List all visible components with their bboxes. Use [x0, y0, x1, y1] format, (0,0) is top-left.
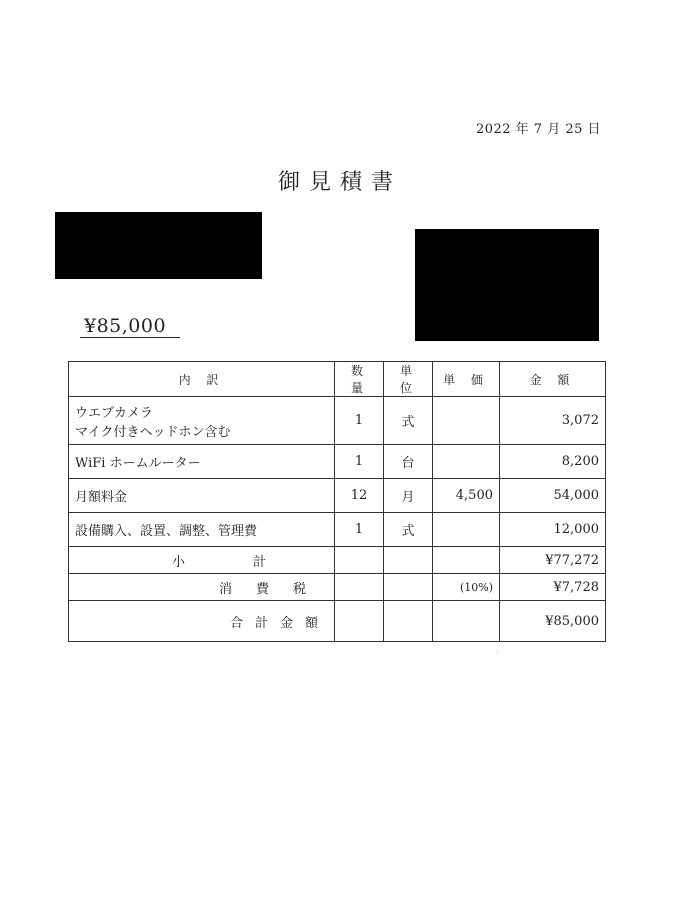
header-unit: 単 位: [384, 362, 433, 397]
item-unit-price: [433, 445, 500, 479]
table-header-row: [69, 362, 606, 397]
item-quantity: 1: [335, 513, 384, 547]
item-description: [69, 397, 335, 445]
document-date: 2022 年 7 月 25 日: [475, 122, 601, 137]
header-description: 内 訳: [69, 362, 335, 397]
item-unit: 式: [384, 397, 433, 445]
table-row: [69, 445, 606, 479]
header-quantity: 数 量: [335, 362, 384, 397]
item-unit-price: [433, 397, 500, 445]
subtotal-amount: ¥77,272: [500, 547, 606, 574]
item-description-line1: ウエブカメラ: [75, 405, 153, 421]
table-row: [69, 479, 606, 513]
table-row: [69, 397, 606, 445]
grand-total-row: [69, 601, 606, 642]
item-quantity: 12: [335, 479, 384, 513]
item-unit: 式: [384, 513, 433, 547]
item-description: 設備購入、設置、調整、管理費: [69, 513, 335, 547]
item-description: 月額料金: [69, 479, 335, 513]
tax-row: [69, 574, 606, 601]
scan-speck: [497, 651, 498, 652]
item-quantity: 1: [335, 445, 384, 479]
grand-total-label: 合計金額: [69, 601, 335, 642]
item-unit: 月: [384, 479, 433, 513]
item-amount: 3,072: [500, 397, 606, 445]
item-amount: 12,000: [500, 513, 606, 547]
redacted-issuer: [415, 229, 599, 341]
tax-rate: (10%): [433, 574, 500, 601]
table-row: [69, 513, 606, 547]
grand-total-amount: ¥85,000: [500, 601, 606, 642]
item-description-line2: マイク付きヘッドホン含む: [75, 424, 231, 440]
item-quantity: 1: [335, 397, 384, 445]
tax-label: 消費税: [69, 574, 335, 601]
header-amount: 金 額: [500, 362, 606, 397]
item-unit-price: 4,500: [433, 479, 500, 513]
item-unit-price: [433, 513, 500, 547]
subtotal-label: 小計: [69, 547, 335, 574]
redacted-recipient: [55, 212, 262, 279]
estimate-table: [68, 361, 606, 642]
document-title: 御見積書: [277, 170, 402, 195]
item-amount: 8,200: [500, 445, 606, 479]
item-unit: 台: [384, 445, 433, 479]
item-description: WiFi ホームルーター: [69, 445, 335, 479]
header-unit-price: 単 価: [433, 362, 500, 397]
tax-amount: ¥7,728: [500, 574, 606, 601]
subtotal-row: [69, 547, 606, 574]
total-amount: ¥85,000: [80, 315, 180, 338]
item-amount: 54,000: [500, 479, 606, 513]
